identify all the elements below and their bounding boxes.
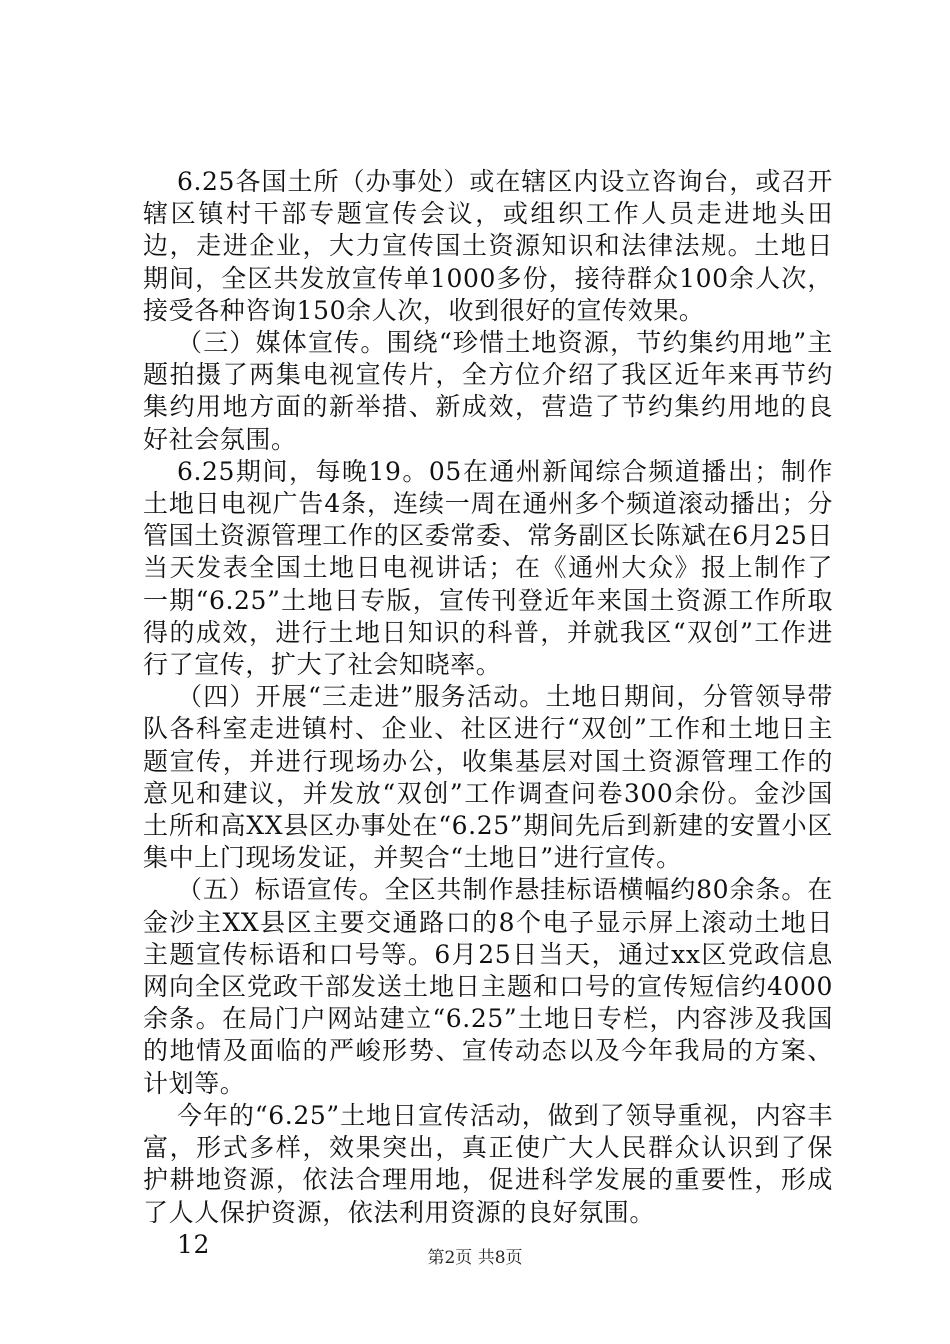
paragraph-tv-broadcast: 6.25期间，每晚19。05在通州新闻综合频道播出；制作土地日电视广告4条，连续一周在通州多个频道滚动播出；分管国土资源管理工作的区委常委、常务副区长陈斌在6月25日当天发表全国土地日电视讲话；在《通州大众》报上制作了一期“6.25”土地日专版，宣传刊登近年来国土资源工作所取得的成效，进行土地日知识的科普，并就我区“双创”工作进行了宣传，扩大了社会知晓率。: [143, 456, 833, 680]
page-footer: [0, 1248, 950, 1268]
page-number-label: 第2页 共8页: [427, 1248, 523, 1268]
paragraph-three-visits: （四）开展“三走进”服务活动。土地日期间，分管领导带队各科室走进镇村、企业、社区进行“双创”工作和土地日主题宣传，并进行现场办公，收集基层对国土资源管理工作的意见和建议，并发放“双创”工作调查问卷300余份。金沙国土所和高XX县区办事处在“6.25”期间先后到新建的安置小区集中上门现场发证，并契合“土地日”进行宣传。: [143, 682, 833, 873]
document-body: [143, 166, 833, 1261]
paragraph-conclusion: 今年的“6.25”土地日宣传活动，做到了领导重视，内容丰富，形式多样，效果突出，真正使广大人民群众认识到了保护耕地资源，依法合理用地，促进科学发展的重要性，形成了人人保护资源，依法利用资源的良好氛围。: [143, 1100, 833, 1227]
paragraph-consultation: 6.25各国土所（办事处）或在辖区内设立咨询台，或召开辖区镇村干部专题宣传会议，或组织工作人员走进地头田边，走进企业，大力宣传国土资源知识和法律法规。土地日期间，全区共发放宣传单1000多份，接待群众100余人次，接受各种咨询150余人次，收到很好的宣传效果。: [143, 167, 833, 325]
trailing-number: 12: [177, 1229, 211, 1259]
paragraph-slogan-publicity: （五）标语宣传。全区共制作悬挂标语横幅约80余条。在金沙主XX县区主要交通路口的8个电子显示屏上滚动土地日主题宣传标语和口号等。6月25日当天，通过xx区党政信息网向全区党政干部发送土地日主题和口号的宣传短信约4000余条。在局门户网站建立“6.25”土地日专栏，内容涉及我国的地情及面临的严峻形势、宣传动态以及今年我局的方案、计划等。: [143, 875, 833, 1098]
paragraph-media-publicity: （三）媒体宣传。围绕“珍惜土地资源，节约集约用地”主题拍摄了两集电视宣传片，全方位介绍了我区近年来再节约集约用地方面的新举措、新成效，营造了节约集约用地的良好社会氛围。: [143, 328, 833, 454]
